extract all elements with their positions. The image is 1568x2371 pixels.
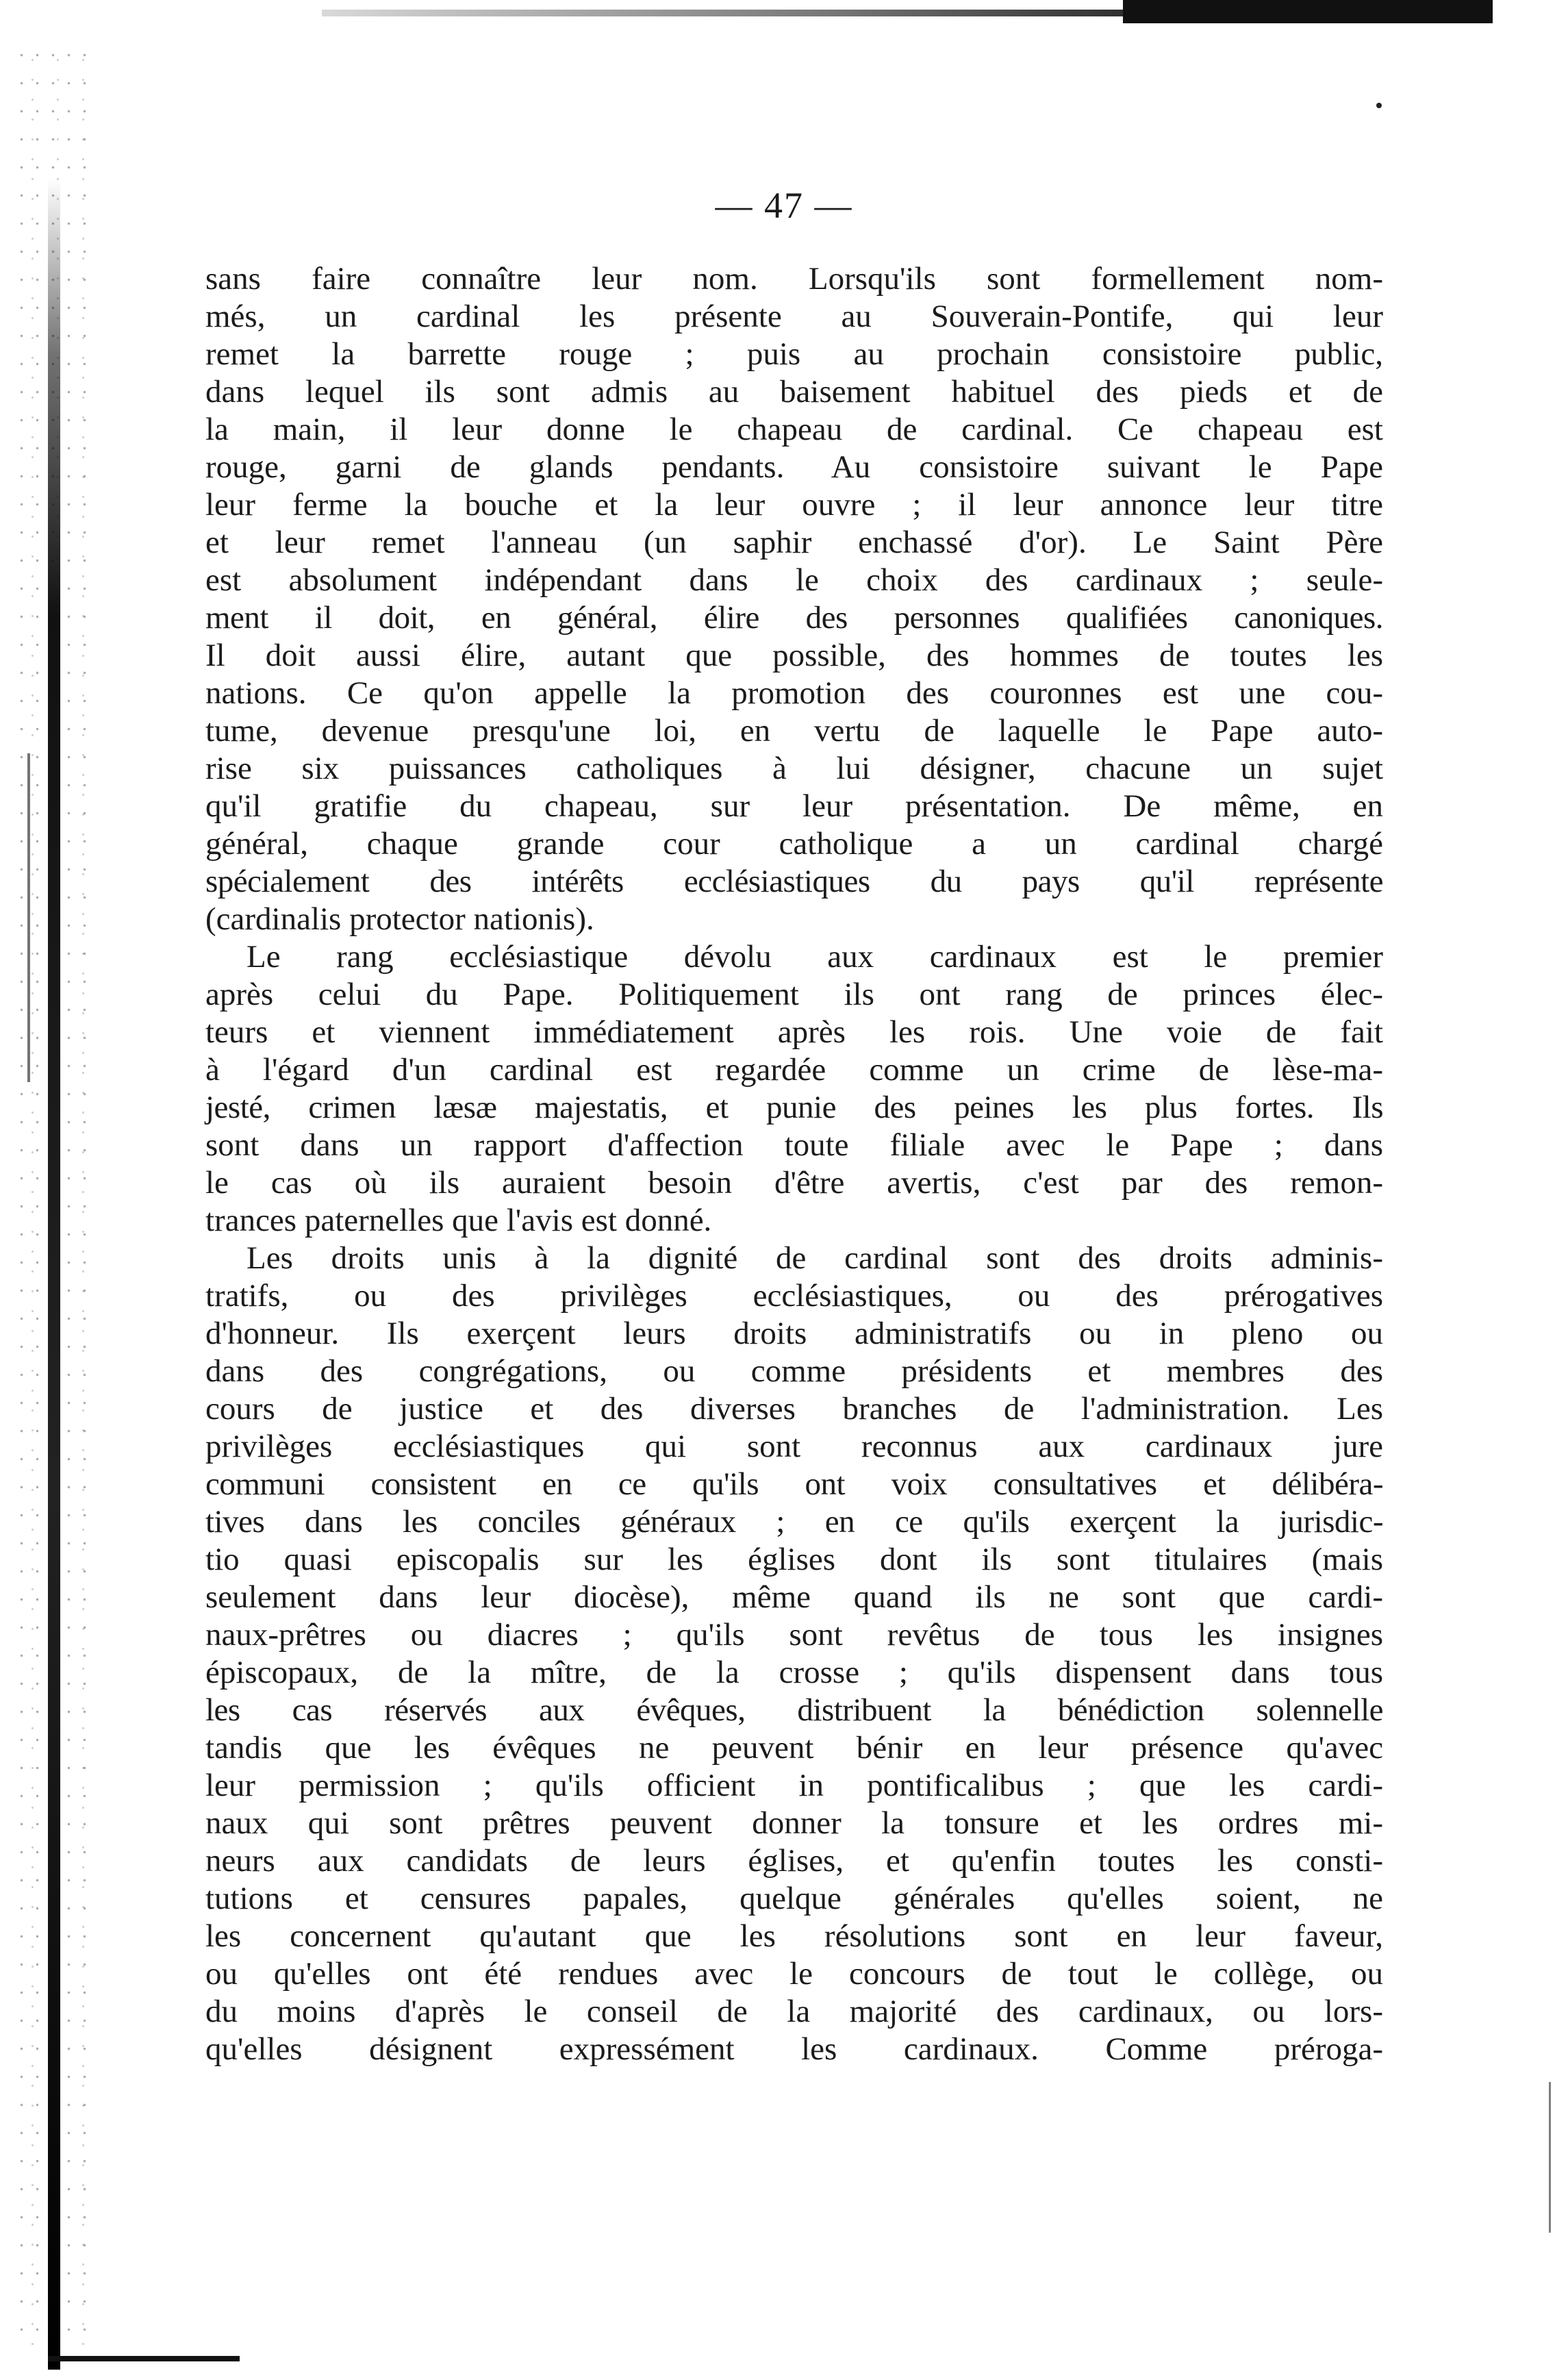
text-line: général, chaque grande cour catholique a un cardinal chargé <box>205 826 1383 862</box>
paragraph-start-line: Les droits unis à la dignité de cardinal sont des droits adminis- <box>246 1240 1383 1276</box>
text-line: à l'égard d'un cardinal est regardée comme un crime de lèse-ma- <box>205 1052 1383 1088</box>
text-line: leur permission ; qu'ils officient in pontificalibus ; que les cardi- <box>205 1768 1383 1803</box>
text-line: neurs aux candidats de leurs églises, et qu'enfin toutes les consti- <box>205 1843 1383 1879</box>
text-line: ou qu'elles ont été rendues avec le concours de tout le collège, ou <box>205 1956 1383 1992</box>
text-line: tratifs, ou des privilèges ecclésiastiques, ou des prérogatives <box>205 1278 1383 1314</box>
text-line: privilèges ecclésiastiques qui sont reconnus aux cardinaux jure <box>205 1429 1383 1464</box>
text-line: spécialement des intérêts ecclésiastiques du pays qu'il représente <box>205 864 1383 899</box>
text-line: est absolument indépendant dans le choix des cardinaux ; seule- <box>205 562 1383 598</box>
text-line: dans lequel ils sont admis au baisement habituel des pieds et de <box>205 374 1383 410</box>
text-line: trances paternelles que l'avis est donné. <box>205 1203 712 1238</box>
text-line: tio quasi episcopalis sur les églises dont ils sont titulaires (mais <box>205 1542 1383 1577</box>
text-line: jesté, crimen læsæ majestatis, et punie des peines les plus fortes. Ils <box>205 1090 1383 1125</box>
scan-right-mark <box>1549 2082 1551 2233</box>
text-line: ment il doit, en général, élire des personnes qualifiées canoniques. <box>205 600 1383 636</box>
text-line: la main, il leur donne le chapeau de cardinal. Ce chapeau est <box>205 412 1383 447</box>
text-line: remet la barrette rouge ; puis au prochain consistoire public, <box>205 336 1383 372</box>
text-line: qu'il gratifie du chapeau, sur leur présentation. De même, en <box>205 788 1383 824</box>
text-line: d'honneur. Ils exerçent leurs droits administratifs ou in pleno ou <box>205 1316 1383 1351</box>
text-line: teurs et viennent immédiatement après les rois. Une voie de fait <box>205 1014 1383 1050</box>
scan-left-thin-mark <box>27 753 30 1082</box>
text-line: rouge, garni de glands pendants. Au consistoire suivant le Pape <box>205 449 1383 485</box>
text-line: naux qui sont prêtres peuvent donner la tonsure et les ordres mi- <box>205 1805 1383 1841</box>
text-body <box>205 260 1383 2068</box>
scan-right-dot <box>1376 103 1382 108</box>
text-line: tives dans les conciles généraux ; en ce qu'ils exerçent la jurisdic- <box>205 1504 1383 1540</box>
scan-left-bar <box>48 178 60 2370</box>
text-line: sans faire connaître leur nom. Lorsqu'ils sont formellement nom- <box>205 261 1383 297</box>
text-line: més, un cardinal les présente au Souverain-Pontife, qui leur <box>205 299 1383 334</box>
text-line: après celui du Pape. Politiquement ils ont rang de princes élec- <box>205 977 1383 1012</box>
text-line: du moins d'après le conseil de la majorité des cardinaux, ou lors- <box>205 1994 1383 2029</box>
text-line: dans des congrégations, ou comme présidents et membres des <box>205 1353 1383 1389</box>
text-line: tandis que les évêques ne peuvent bénir en leur présence qu'avec <box>205 1730 1383 1766</box>
text-line: les concernent qu'autant que les résolutions sont en leur faveur, <box>205 1918 1383 1954</box>
text-line: naux-prêtres ou diacres ; qu'ils sont revêtus de tous les insignes <box>205 1617 1383 1653</box>
text-line: Il doit aussi élire, autant que possible, des hommes de toutes les <box>205 638 1383 673</box>
scan-top-block <box>1123 0 1493 23</box>
paragraph-start-line: Le rang ecclésiastique dévolu aux cardinaux est le premier <box>246 939 1383 975</box>
scan-bottom-rule <box>48 2356 240 2361</box>
text-line: tutions et censures papales, quelque générales qu'elles soient, ne <box>205 1881 1383 1916</box>
text-line: épiscopaux, de la mître, de la crosse ; qu'ils dispensent dans tous <box>205 1655 1383 1690</box>
text-line: (cardinalis protector nationis). <box>205 901 594 937</box>
text-line: sont dans un rapport d'affection toute filiale avec le Pape ; dans <box>205 1127 1383 1163</box>
page-number: — 47 — <box>715 185 853 226</box>
text-line: les cas réservés aux évêques, distribuent la bénédiction solennelle <box>205 1692 1383 1728</box>
text-line: rise six puissances catholiques à lui désigner, chacune un sujet <box>205 751 1383 786</box>
text-line: leur ferme la bouche et la leur ouvre ; il leur annonce leur titre <box>205 487 1383 523</box>
text-line: qu'elles désignent expressément les cardinaux. Comme préroga- <box>205 2031 1383 2067</box>
text-line: seulement dans leur diocèse), même quand ils ne sont que cardi- <box>205 1579 1383 1615</box>
text-line: le cas où ils auraient besoin d'être avertis, c'est par des remon- <box>205 1165 1383 1201</box>
text-line: tume, devenue presqu'une loi, en vertu de laquelle le Pape auto- <box>205 713 1383 749</box>
text-line: et leur remet l'anneau (un saphir enchassé d'or). Le Saint Père <box>205 525 1383 560</box>
text-line: cours de justice et des diverses branches de l'administration. Les <box>205 1391 1383 1427</box>
text-line: communi consistent en ce qu'ils ont voix consultatives et délibéra- <box>205 1466 1383 1502</box>
text-line: nations. Ce qu'on appelle la promotion des couronnes est une cou- <box>205 675 1383 711</box>
